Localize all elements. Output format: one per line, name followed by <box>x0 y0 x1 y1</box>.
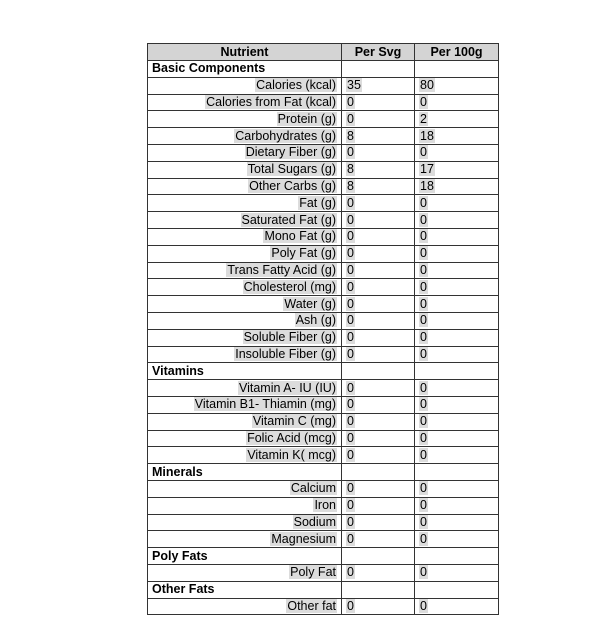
nutrient-name-cell <box>148 77 342 94</box>
nutrient-name: Trans Fatty Acid (g) <box>227 262 336 277</box>
per-svg-value: 0 <box>347 279 354 294</box>
nutrient-name-cell <box>148 396 342 413</box>
nutrient-name-cell <box>148 144 342 161</box>
per-svg-value: 0 <box>347 145 354 160</box>
table-row <box>148 396 499 413</box>
per-100g-value: 0 <box>420 94 427 109</box>
per-100g-value: 0 <box>420 296 427 311</box>
section-row <box>148 464 499 481</box>
section-row <box>148 581 499 598</box>
nutrient-name: Calcium <box>290 481 336 496</box>
per-svg-value: 0 <box>347 565 354 580</box>
table-row <box>148 514 499 531</box>
per-svg-value-cell <box>342 128 415 145</box>
section-row <box>148 548 499 565</box>
nutrient-name: Vitamin B1- Thiamin (mg) <box>194 397 336 412</box>
per-svg-value-cell <box>342 262 415 279</box>
section-empty-svg <box>342 548 415 565</box>
per-svg-value-cell <box>342 212 415 229</box>
per-100g-value: 0 <box>420 498 427 513</box>
header-per-100g: Per 100g <box>415 44 499 61</box>
nutrient-name-cell <box>148 447 342 464</box>
per-svg-value-cell <box>342 346 415 363</box>
per-100g-value: 0 <box>420 380 427 395</box>
section-title: Other Fats <box>148 581 342 598</box>
nutrient-name-cell <box>148 245 342 262</box>
nutrient-name: Fat (g) <box>299 195 336 210</box>
per-100g-value-cell <box>415 497 499 514</box>
header-row <box>148 44 499 61</box>
nutrient-name: Calories (kcal) <box>256 78 336 93</box>
per-svg-value-cell <box>342 245 415 262</box>
per-100g-value-cell <box>415 346 499 363</box>
per-100g-value-cell <box>415 396 499 413</box>
per-svg-value-cell <box>342 564 415 581</box>
per-100g-value: 0 <box>420 565 427 580</box>
table-row <box>148 212 499 229</box>
per-100g-value: 0 <box>420 195 427 210</box>
section-empty-100g <box>415 464 499 481</box>
nutrient-name-cell <box>148 514 342 531</box>
per-svg-value: 0 <box>347 447 354 462</box>
per-100g-value: 2 <box>420 111 427 126</box>
per-100g-value: 18 <box>420 128 434 143</box>
per-100g-value: 18 <box>420 178 434 193</box>
per-100g-value-cell <box>415 195 499 212</box>
per-svg-value-cell <box>342 312 415 329</box>
nutrient-name-cell <box>148 497 342 514</box>
per-100g-value-cell <box>415 212 499 229</box>
section-empty-100g <box>415 581 499 598</box>
table-row <box>148 430 499 447</box>
nutrient-name: Poly Fat <box>290 565 336 580</box>
per-svg-value: 0 <box>347 380 354 395</box>
table-row <box>148 128 499 145</box>
per-100g-value-cell <box>415 228 499 245</box>
nutrient-name: Vitamin K( mcg) <box>247 447 336 462</box>
per-svg-value-cell <box>342 531 415 548</box>
nutrient-name: Insoluble Fiber (g) <box>235 346 336 361</box>
per-100g-value-cell <box>415 77 499 94</box>
per-svg-value-cell <box>342 598 415 615</box>
table-row <box>148 480 499 497</box>
per-100g-value-cell <box>415 262 499 279</box>
section-row <box>148 363 499 380</box>
table-row <box>148 228 499 245</box>
per-svg-value: 0 <box>347 414 354 429</box>
per-100g-value: 80 <box>420 78 434 93</box>
per-svg-value: 35 <box>347 78 361 93</box>
nutrient-name: Vitamin C (mg) <box>252 414 336 429</box>
per-svg-value: 0 <box>347 397 354 412</box>
per-svg-value-cell <box>342 413 415 430</box>
per-100g-value-cell <box>415 296 499 313</box>
per-100g-value-cell <box>415 111 499 128</box>
table-row <box>148 195 499 212</box>
per-svg-value: 0 <box>347 598 354 613</box>
per-svg-value-cell <box>342 144 415 161</box>
table-row <box>148 380 499 397</box>
section-empty-100g <box>415 548 499 565</box>
per-100g-value: 0 <box>420 145 427 160</box>
per-svg-value-cell <box>342 94 415 111</box>
per-100g-value: 0 <box>420 246 427 261</box>
per-svg-value: 0 <box>347 195 354 210</box>
table-row <box>148 296 499 313</box>
per-svg-value: 0 <box>347 481 354 496</box>
nutrient-name: Iron <box>314 498 336 513</box>
per-svg-value-cell <box>342 111 415 128</box>
per-100g-value: 0 <box>420 346 427 361</box>
nutrient-name: Other fat <box>287 598 336 613</box>
per-100g-value-cell <box>415 178 499 195</box>
per-100g-value-cell <box>415 413 499 430</box>
table-row <box>148 77 499 94</box>
table-row <box>148 245 499 262</box>
nutrient-name-cell <box>148 228 342 245</box>
table-row <box>148 178 499 195</box>
per-100g-value: 0 <box>420 229 427 244</box>
header-nutrient: Nutrient <box>148 44 342 61</box>
nutrient-name-cell <box>148 128 342 145</box>
nutrient-name-cell <box>148 195 342 212</box>
per-svg-value-cell <box>342 480 415 497</box>
nutrient-name: Water (g) <box>284 296 336 311</box>
per-svg-value: 8 <box>347 128 354 143</box>
per-svg-value: 0 <box>347 246 354 261</box>
per-svg-value-cell <box>342 329 415 346</box>
nutrient-name-cell <box>148 531 342 548</box>
per-svg-value: 0 <box>347 346 354 361</box>
per-svg-value: 0 <box>347 111 354 126</box>
per-svg-value-cell <box>342 161 415 178</box>
nutrient-name-cell <box>148 212 342 229</box>
table-row <box>148 312 499 329</box>
nutrient-name-cell <box>148 480 342 497</box>
table-row <box>148 144 499 161</box>
nutrient-name: Soluble Fiber (g) <box>243 330 336 345</box>
per-svg-value: 0 <box>347 313 354 328</box>
table-row <box>148 447 499 464</box>
per-svg-value-cell <box>342 178 415 195</box>
section-title: Minerals <box>148 464 342 481</box>
per-svg-value: 0 <box>347 430 354 445</box>
per-svg-value-cell <box>342 447 415 464</box>
nutrient-name: Ash (g) <box>295 313 336 328</box>
per-svg-value-cell <box>342 396 415 413</box>
nutrient-name: Mono Fat (g) <box>264 229 336 244</box>
per-100g-value-cell <box>415 480 499 497</box>
per-svg-value: 0 <box>347 262 354 277</box>
section-title: Basic Components <box>148 61 342 78</box>
per-100g-value-cell <box>415 430 499 447</box>
nutrient-name: Sodium <box>293 514 336 529</box>
per-100g-value: 0 <box>420 531 427 546</box>
per-svg-value-cell <box>342 195 415 212</box>
nutrient-name: Total Sugars (g) <box>247 162 336 177</box>
nutrient-name: Vitamin A- IU (IU) <box>238 380 336 395</box>
nutrient-name-cell <box>148 346 342 363</box>
per-100g-value-cell <box>415 161 499 178</box>
per-100g-value: 17 <box>420 162 434 177</box>
table-row <box>148 413 499 430</box>
per-100g-value-cell <box>415 564 499 581</box>
nutrient-name: Poly Fat (g) <box>271 246 336 261</box>
per-svg-value-cell <box>342 514 415 531</box>
per-100g-value-cell <box>415 279 499 296</box>
per-100g-value: 0 <box>420 212 427 227</box>
table-row <box>148 531 499 548</box>
nutrient-name: Carbohydrates (g) <box>235 128 336 143</box>
per-svg-value: 0 <box>347 514 354 529</box>
per-svg-value: 8 <box>347 162 354 177</box>
nutrient-name-cell <box>148 161 342 178</box>
nutrient-name-cell <box>148 178 342 195</box>
section-row <box>148 61 499 78</box>
per-100g-value: 0 <box>420 598 427 613</box>
nutrient-name-cell <box>148 262 342 279</box>
per-100g-value: 0 <box>420 481 427 496</box>
per-100g-value: 0 <box>420 514 427 529</box>
section-empty-svg <box>342 363 415 380</box>
per-svg-value-cell <box>342 380 415 397</box>
table-row <box>148 262 499 279</box>
nutrient-name: Protein (g) <box>277 111 336 126</box>
per-svg-value: 0 <box>347 498 354 513</box>
table-row <box>148 111 499 128</box>
per-100g-value-cell <box>415 598 499 615</box>
table-body <box>148 61 499 615</box>
section-empty-svg <box>342 464 415 481</box>
per-svg-value: 0 <box>347 212 354 227</box>
table-row <box>148 94 499 111</box>
table-row <box>148 598 499 615</box>
nutrient-name: Other Carbs (g) <box>249 178 336 193</box>
per-100g-value: 0 <box>420 414 427 429</box>
nutrient-name-cell <box>148 598 342 615</box>
nutrient-name-cell <box>148 413 342 430</box>
table-row <box>148 346 499 363</box>
section-title: Poly Fats <box>148 548 342 565</box>
per-svg-value: 0 <box>347 330 354 345</box>
per-svg-value-cell <box>342 430 415 447</box>
section-title: Vitamins <box>148 363 342 380</box>
nutrient-name-cell <box>148 380 342 397</box>
per-100g-value: 0 <box>420 430 427 445</box>
per-100g-value-cell <box>415 329 499 346</box>
per-100g-value-cell <box>415 312 499 329</box>
per-svg-value-cell <box>342 279 415 296</box>
per-100g-value-cell <box>415 380 499 397</box>
nutrient-name: Magnesium <box>271 531 336 546</box>
nutrient-name-cell <box>148 279 342 296</box>
per-svg-value: 0 <box>347 296 354 311</box>
per-100g-value-cell <box>415 245 499 262</box>
per-100g-value-cell <box>415 144 499 161</box>
nutrient-name: Dietary Fiber (g) <box>245 145 336 160</box>
table-row <box>148 497 499 514</box>
nutrient-name-cell <box>148 312 342 329</box>
nutrient-name: Saturated Fat (g) <box>241 212 336 227</box>
nutrition-table <box>147 43 499 615</box>
header-per-svg: Per Svg <box>342 44 415 61</box>
per-svg-value: 0 <box>347 229 354 244</box>
per-100g-value: 0 <box>420 313 427 328</box>
per-svg-value: 0 <box>347 94 354 109</box>
nutrient-name-cell <box>148 329 342 346</box>
nutrient-name-cell <box>148 564 342 581</box>
per-svg-value: 0 <box>347 531 354 546</box>
per-100g-value: 0 <box>420 447 427 462</box>
nutrient-name: Folic Acid (mcg) <box>247 430 336 445</box>
nutrient-name-cell <box>148 111 342 128</box>
per-100g-value-cell <box>415 514 499 531</box>
per-100g-value-cell <box>415 447 499 464</box>
nutrient-name-cell <box>148 296 342 313</box>
section-empty-100g <box>415 363 499 380</box>
per-svg-value-cell <box>342 77 415 94</box>
per-svg-value-cell <box>342 296 415 313</box>
per-100g-value: 0 <box>420 397 427 412</box>
per-100g-value: 0 <box>420 262 427 277</box>
per-100g-value-cell <box>415 94 499 111</box>
table-row <box>148 279 499 296</box>
section-empty-100g <box>415 61 499 78</box>
nutrient-name-cell <box>148 94 342 111</box>
nutrient-name-cell <box>148 430 342 447</box>
table-row <box>148 564 499 581</box>
table-row <box>148 161 499 178</box>
table-row <box>148 329 499 346</box>
section-empty-svg <box>342 61 415 78</box>
per-svg-value: 8 <box>347 178 354 193</box>
per-100g-value-cell <box>415 531 499 548</box>
per-100g-value-cell <box>415 128 499 145</box>
section-empty-svg <box>342 581 415 598</box>
per-svg-value-cell <box>342 228 415 245</box>
per-100g-value: 0 <box>420 330 427 345</box>
per-svg-value-cell <box>342 497 415 514</box>
per-100g-value: 0 <box>420 279 427 294</box>
nutrient-name: Calories from Fat (kcal) <box>206 94 336 109</box>
nutrient-name: Cholesterol (mg) <box>243 279 336 294</box>
